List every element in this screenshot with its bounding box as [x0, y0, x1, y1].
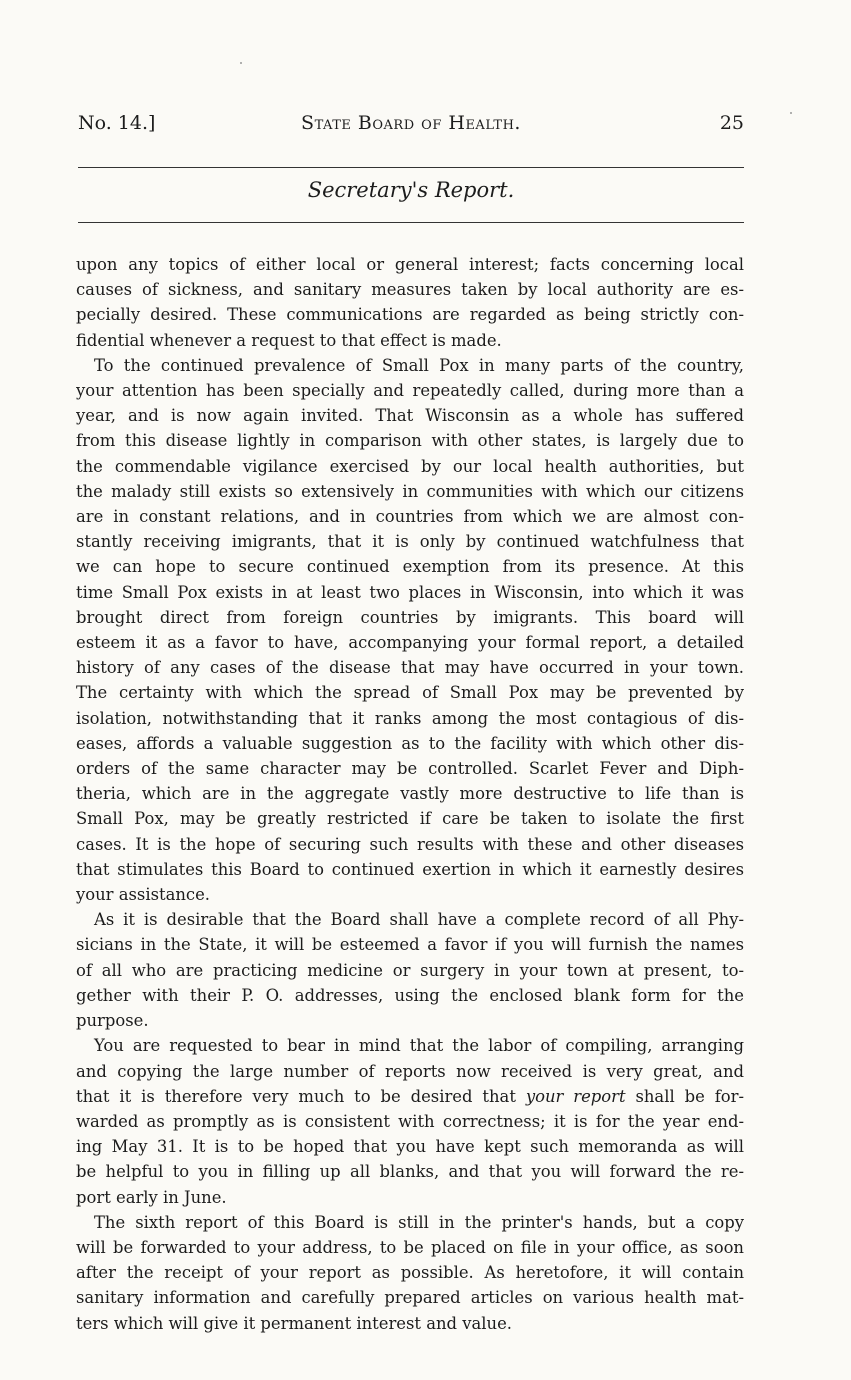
text-line: isolation, notwithstanding that it ranks among the most contagious of dis-	[76, 708, 744, 728]
text-line: we can hope to secure continued exemption from its presence. At this	[76, 557, 744, 577]
paragraph	[76, 353, 744, 907]
text-line: the malady still exists so extensively in communities with which our citizens	[76, 481, 744, 501]
text-line: As it is desirable that the Board shall have a complete record of all Phy-	[94, 910, 744, 930]
paper-speck	[240, 62, 242, 64]
text-line: port early in June.	[76, 1187, 227, 1207]
text-line: of all who are practicing medicine or surgery in your town at present, to-	[76, 960, 744, 980]
text-line: ters which will give it permanent interest and value.	[76, 1313, 512, 1333]
text-line: causes of sickness, and sanitary measures taken by local authority are es-	[76, 280, 744, 300]
text-line: Small Pox, may be greatly restricted if care be taken to isolate the first	[76, 809, 744, 829]
text-line: sicians in the State, it will be esteemed a favor if you will furnish the names	[76, 935, 744, 955]
text-line: The certainty with which the spread of Small Pox may be prevented by	[76, 683, 744, 703]
paragraph	[76, 907, 744, 1033]
text-line: purpose.	[76, 1011, 149, 1031]
text-line: pecially desired. These communications are regarded as being strictly con-	[76, 305, 744, 325]
section-title: Secretary's Report.	[307, 178, 515, 202]
header-title: State Board of Health.	[301, 112, 521, 134]
text-line: that stimulates this Board to continued exertion in which it earnestly desires	[76, 859, 744, 879]
text-line: the commendable vigilance exercised by our local health authorities, but	[76, 456, 744, 476]
text-line: To the continued prevalence of Small Pox in many parts of the country,	[94, 355, 744, 375]
text-line: be helpful to you in filling up all blanks, and that you will forward the re-	[76, 1162, 744, 1182]
text-line: esteem it as a favor to have, accompanying your formal report, a detailed	[76, 633, 744, 653]
paragraph	[76, 1210, 744, 1336]
text-line: upon any topics of either local or general interest; facts concerning local	[76, 255, 744, 274]
text-line: brought direct from foreign countries by imigrants. This board will	[76, 607, 744, 627]
text-line: that it is therefore very much to be desired that your report shall be for-	[76, 1086, 744, 1106]
text-line: sanitary information and carefully prepared articles on various health mat-	[76, 1288, 744, 1308]
paragraph	[76, 1033, 744, 1209]
text-line: cases. It is the hope of securing such results with these and other diseases	[76, 834, 744, 854]
text-line: your attention has been specially and repeatedly called, during more than a	[76, 381, 744, 401]
text-line: time Small Pox exists in at least two places in Wisconsin, into which it was	[76, 582, 744, 602]
text-line: are in constant relations, and in countries from which we are almost con-	[76, 507, 744, 527]
text-line: stantly receiving imigrants, that it is only by continued watchfulness that	[76, 532, 744, 552]
text-line: gether with their P. O. addresses, using the enclosed blank form for the	[76, 985, 744, 1005]
body-text	[76, 252, 744, 1336]
text-line: from this disease lightly in comparison with other states, is largely due to	[76, 431, 744, 451]
text-line: orders of the same character may be controlled. Scarlet Fever and Diph-	[76, 759, 744, 779]
text-line: theria, which are in the aggregate vastly more destructive to life than is	[76, 784, 744, 804]
text-line: your assistance.	[76, 885, 210, 905]
running-header	[78, 112, 744, 140]
text-line: The sixth report of this Board is still in the printer's hands, but a copy	[94, 1212, 744, 1232]
paragraph	[76, 252, 744, 353]
text-line: ing May 31. It is to be hoped that you have kept such memoranda as will	[76, 1137, 744, 1157]
page-number: 25	[719, 112, 744, 134]
text-line: history of any cases of the disease that may have occurred in your town.	[76, 658, 744, 678]
text-line: and copying the large number of reports now received is very great, and	[76, 1061, 744, 1081]
text-line: eases, affords a valuable suggestion as to the facility with which other dis-	[76, 733, 744, 753]
text-line: year, and is now again invited. That Wisconsin as a whole has suffered	[76, 406, 744, 426]
header-rule-top	[78, 167, 744, 168]
text-line: warded as promptly as is consistent with correctness; it is for the year end-	[76, 1111, 744, 1131]
document-number: No. 14.]	[78, 112, 156, 134]
text-line: will be forwarded to your address, to be placed on file in your office, as soon	[76, 1237, 744, 1257]
text-line: You are requested to bear in mind that the labor of compiling, arranging	[94, 1036, 744, 1056]
text-line: fidential whenever a request to that effect is made.	[76, 330, 502, 350]
text-line: after the receipt of your report as possible. As heretofore, it will contain	[76, 1263, 744, 1283]
paper-speck	[790, 112, 792, 114]
header-rule-bottom	[78, 222, 744, 223]
